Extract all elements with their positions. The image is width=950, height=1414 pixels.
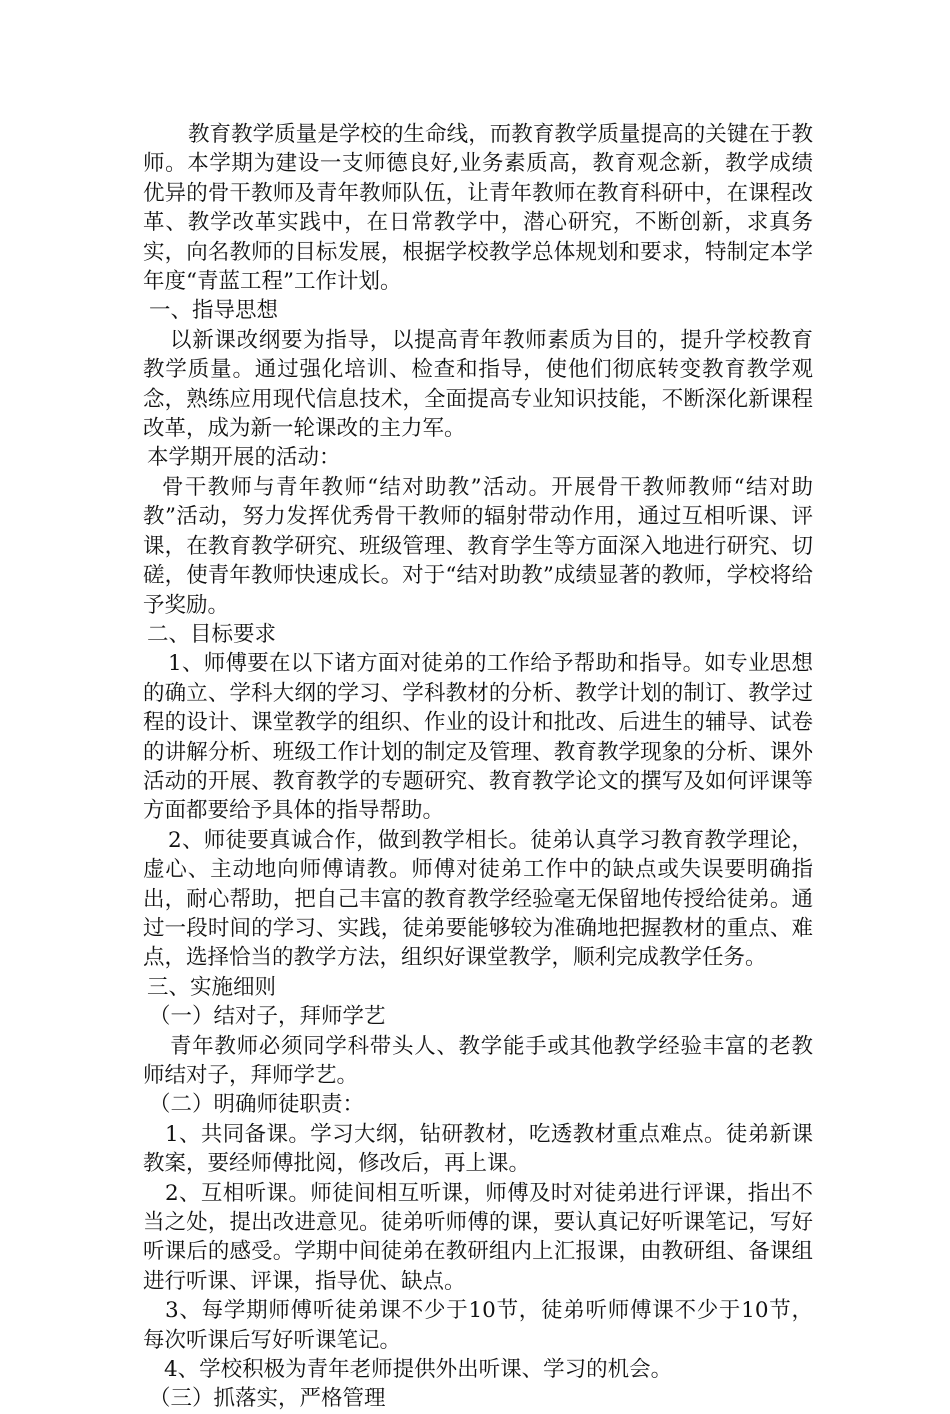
activities-heading: 本学期开展的活动： [147, 445, 341, 471]
duty-item-3: 3、每学期师傅听徒弟课不少于10节，徒弟听师傅课不少于10节，每次听课后写好听课笔记。 [143, 1298, 813, 1353]
duty-item-2: 2、互相听课。师徒间相互听课，师傅及时对徒弟进行评课，指出不当之处，提出改进意见。徒弟听师傅的课，要认真记好听课笔记，写好听课后的感受。学期中间徒弟在教研组内上汇报课，由教研组、备课组进行听课、评课，指导优、缺点。 [143, 1180, 813, 1294]
activities-paragraph: 骨干教师与青年教师“结对助教”活动。开展骨干教师教师“结对助教”活动，努力发挥优秀骨干教师的辐射带动作用，通过互相听课、评课，在教育教学研究、班级管理、教育学生等方面深入地进行研究、切磋，使青年教师快速成长。对于“结对助教”成绩显著的教师，学校将给予奖励。 [143, 474, 813, 618]
document-body [143, 120, 813, 1414]
section-heading-guiding-thought: 一、指导思想 [149, 298, 279, 324]
pairing-paragraph: 青年教师必须同学科带头人、教学能手或其他教学经验丰富的老教师结对子，拜师学艺。 [143, 1033, 813, 1088]
duty-item-1: 1、共同备课。学习大纲，钻研教材，吃透教材重点难点。徒弟新课教案，要经师傅批阅，修改后，再上课。 [143, 1121, 813, 1177]
subheading-management: （三）抓落实，严格管理 [149, 1386, 386, 1412]
section-heading-implementation: 三、实施细则 [147, 974, 277, 1000]
duty-item-4: 4、学校积极为青年老师提供外出听课、学习的机会。 [164, 1357, 673, 1383]
intro-paragraph: 教育教学质量是学校的生命线，而教育教学质量提高的关键在于教师。本学期为建设一支师德良好,业务素质高，教育观念新，教学成绩优异的骨干教师及青年教师队伍，让青年教师在教育科研中，在课程改革、教学改革实践中，在日常教学中，潜心研究，不断创新，求真务实，向名教师的目标发展，根据学校教学总体规划和要求，特制定本学年度“青蓝工程”工作计划。 [143, 122, 813, 295]
subheading-pairing: （一）结对子，拜师学艺 [149, 1004, 386, 1030]
subheading-duties: （二）明确师徒职责： [149, 1092, 365, 1118]
goal-item-1: 1、师傅要在以下诸方面对徒弟的工作给予帮助和指导。如专业思想的确立、学科大纲的学习、学科教材的分析、教学计划的制订、教学过程的设计、课堂教学的组织、作业的设计和批改、后进生的辅导、试卷的讲解分析、班级工作计划的制定及管理、教育教学现象的分析、课外活动的开展、教育教学的专题研究、教育教学论文的撰写及如何评课等方面都要给予具体的指导帮助。 [143, 651, 813, 824]
guiding-thought-paragraph: 以新课改纲要为指导，以提高青年教师素质为目的，提升学校教育教学质量。通过强化培训、检查和指导，使他们彻底转变教育教学观念，熟练应用现代信息技术，全面提高专业知识技能，不断深化新课程改革，成为新一轮课改的主力军。 [143, 327, 813, 442]
section-heading-goals: 二、目标要求 [147, 621, 277, 647]
goal-item-2: 2、师徒要真诚合作，做到教学相长。徒弟认真学习教育教学理论，虚心、主动地向师傅请教。师傅对徒弟工作中的缺点或失误要明确指出，耐心帮助，把自己丰富的教育教学经验毫无保留地传授给徒弟。通过一段时间的学习、实践，徒弟要能够较为准确地把握教材的重点、难点，选择恰当的教学方法，组织好课堂教学，顺利完成教学任务。 [143, 827, 813, 971]
